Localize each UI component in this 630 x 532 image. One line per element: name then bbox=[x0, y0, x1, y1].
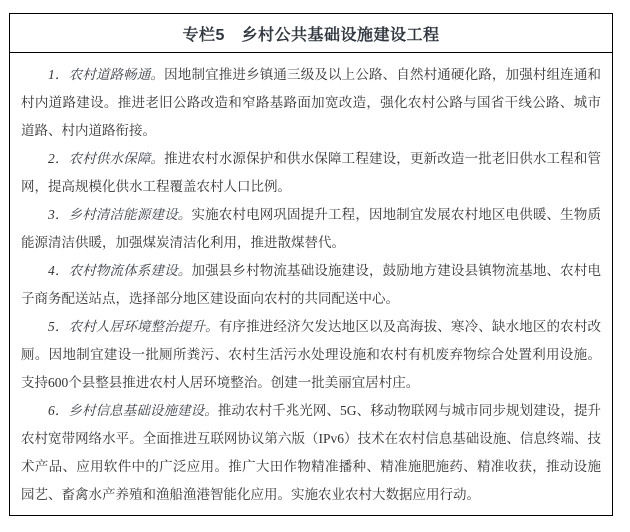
item-number: 2． bbox=[48, 151, 69, 166]
item-body: 推动农村千兆光网、5G、移动物联网与城市同步规划建设，提升农村宽带网络水平。全面推进互联网协议第六版（IPv6）技术在农村信息基础设施、信息终端、技术产品、应用软件中的广泛应用。推广大田作物精准播种、精准施肥施药、精准收获，推动设施园艺、畜禽水产养殖和渔船渔港智能化应用。实施农业农村大数据应用行动。 bbox=[21, 403, 602, 502]
panel-title: 专栏5 乡村公共基础设施建设工程 bbox=[182, 26, 440, 44]
item-lead: 乡村信息基础设施建设。 bbox=[68, 403, 218, 418]
list-item-6 bbox=[21, 397, 601, 509]
item-lead: 农村供水保障。 bbox=[68, 151, 165, 166]
item-body: 推进农村水源保护和供水保障工程建设，更新改造一批老旧供水工程和管网，提高规模化供水工程覆盖农村人口比例。 bbox=[21, 151, 601, 194]
item-lead: 农村物流体系建设。 bbox=[68, 263, 192, 278]
item-lead: 乡村清洁能源建设。 bbox=[68, 207, 192, 222]
item-body: 实施农村电网巩固提升工程，因地制宜发展农村地区电供暖、生物质能源清洁供暖，加强煤炭清洁化利用，推进散煤替代。 bbox=[21, 207, 601, 250]
item-number: 4． bbox=[48, 263, 69, 278]
column-panel bbox=[9, 13, 613, 516]
list-item-5 bbox=[21, 313, 601, 397]
list-item-4 bbox=[21, 257, 601, 313]
item-number: 3． bbox=[48, 207, 69, 222]
list-item-3 bbox=[21, 201, 601, 257]
item-number: 1． bbox=[48, 67, 69, 82]
list-item-1 bbox=[21, 61, 601, 145]
panel-header bbox=[10, 14, 612, 53]
item-number: 6． bbox=[48, 403, 69, 418]
panel-body bbox=[10, 53, 612, 523]
item-number: 5． bbox=[48, 319, 69, 334]
item-lead: 农村人居环境整治提升。 bbox=[68, 319, 219, 334]
item-body: 有序推进经济欠发达地区以及高海拔、寒冷、缺水地区的农村改厕。因地制宜建设一批厕所粪污、农村生活污水处理设施和农村有机废弃物综合处置利用设施。支持600个县整县推进农村人居环境整治。创建一批美丽宜居村庄。 bbox=[21, 319, 601, 390]
item-lead: 农村道路畅通。 bbox=[68, 67, 165, 82]
item-body: 加强县乡村物流基础设施建设，鼓励地方建设县镇物流基地、农村电子商务配送站点，选择部分地区建设面向农村的共同配送中心。 bbox=[21, 263, 601, 306]
item-body: 因地制宜推进乡镇通三级及以上公路、自然村通硬化路，加强村组连通和村内道路建设。推进老旧公路改造和窄路基路面加宽改造，强化农村公路与国省干线公路、城市道路、村内道路衔接。 bbox=[21, 67, 601, 138]
list-item-2 bbox=[21, 145, 601, 201]
